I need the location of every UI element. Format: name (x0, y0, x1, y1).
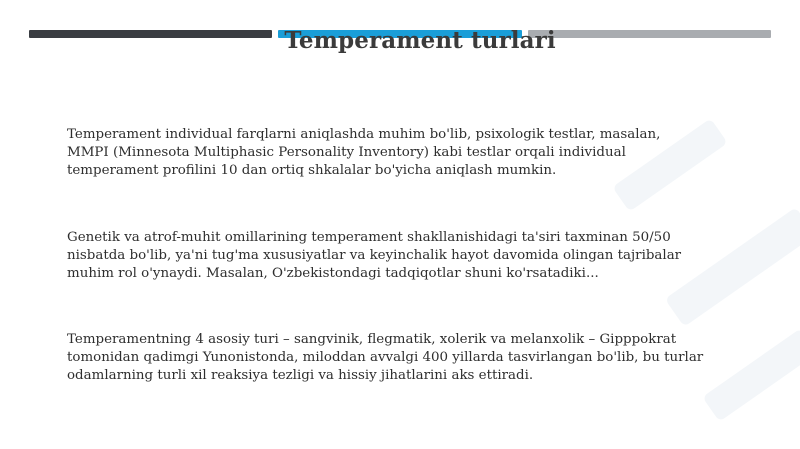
paragraph-line: MMPI (Minnesota Multiphasic Personality Inventory) kabi testlar orqali individual (67, 145, 626, 160)
paragraph-types (67, 331, 777, 385)
paragraph-genetics (67, 229, 777, 283)
paragraph-line: Genetik va atrof-muhit omillarining temperament shakllanishidagi ta'siri taxminan 50/50 (67, 230, 671, 245)
paragraph-line: tomonidan qadimgi Yunonistonda, miloddan avvalgi 400 yillarda tasvirlangan bo'lib, bu turlar (67, 350, 704, 365)
slide-title: Temperament turlari (284, 27, 556, 54)
paragraph-line: nisbatda bo'lib, ya'ni tug'ma xususiyatlar va keyinchalik hayot davomida olingan tajribalar (67, 248, 682, 263)
paragraph-line: Temperament individual farqlarni aniqlashda muhim bo'lib, psixologik testlar, masalan, (67, 127, 661, 142)
paragraph-line: Temperamentning 4 asosiy turi – sangvinik, flegmatik, xolerik va melanxolik – Gipppokrat (67, 332, 677, 347)
paragraph-line: temperament profilini 10 dan ortiq shkalalar bo'yicha aniqlash mumkin. (67, 163, 557, 178)
paragraph-testing (67, 126, 777, 180)
paragraph-line: odamlarning turli xil reaksiya tezligi va hissiy jihatlarini aks ettiradi. (67, 368, 534, 383)
paragraph-line: muhim rol o'ynaydi. Masalan, O'zbekistondagi tadqiqotlar shuni ko'rsatadiki... (67, 266, 599, 281)
